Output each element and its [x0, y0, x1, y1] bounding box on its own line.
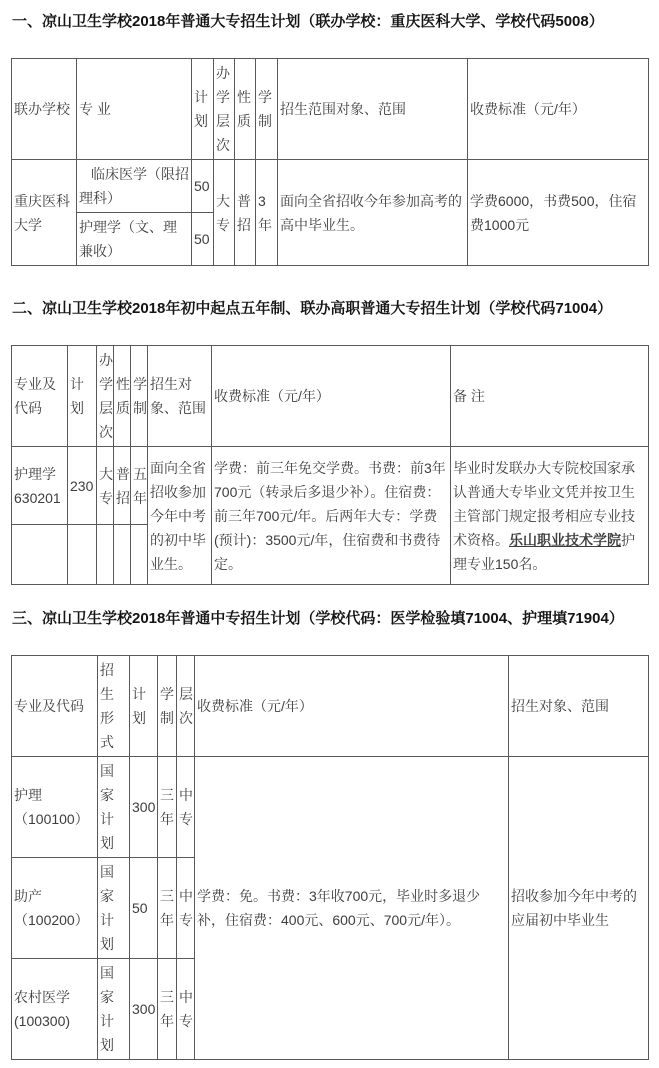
- wunianzhi-plan-table: [11, 345, 649, 585]
- cell-plan: 300: [130, 959, 158, 1060]
- cell-plan: 50: [192, 213, 214, 266]
- cell-major-code: 护理学630201: [12, 447, 68, 525]
- cell-major-code: 助产（100200）: [12, 858, 98, 959]
- empty-cell: [131, 525, 148, 585]
- cell-years: 3年: [256, 160, 278, 266]
- section3-title: 三、凉山卫生学校2018年普通中专招生计划（学校代码：医学检验填71004、护理填71904）: [12, 610, 624, 627]
- cell-scope: 面向全省招收参加今年中考的初中毕业生。: [148, 447, 212, 585]
- cell-plan: 50: [130, 858, 158, 959]
- section2-title: 二、凉山卫生学校2018年初中起点五年制、联办高职普通大专招生计划（学校代码71004）: [12, 300, 613, 317]
- cell-level: 大专: [97, 447, 114, 525]
- header-years: 学制: [131, 346, 148, 447]
- header-level: 层次: [177, 656, 195, 757]
- cell-nature: 普招: [114, 447, 131, 525]
- cell-remark: [451, 447, 649, 585]
- remark-text: 护理专业150名。: [453, 531, 635, 572]
- cell-years: 三年: [158, 858, 177, 959]
- header-years: 学制: [158, 656, 177, 757]
- zhongzhuan-plan-table: [11, 655, 649, 1060]
- remark-text: 毕业时发联办大专院校国家承认普通大专毕业文凭并按卫生主管部门规定报考相应专业技术资格。: [453, 459, 635, 548]
- header-major-code: 专业及代码: [12, 656, 98, 757]
- header-plan: 计划: [68, 346, 97, 447]
- empty-cell: [114, 525, 131, 585]
- cell-fees: 学费：前三年免交学费。书费：前3年700元（转录后多退少补）。住宿费：前三年700元/年。后两年大专：学费(预计)：3500元/年，住宿费和书费待定。: [212, 447, 451, 585]
- table2-header-row: [12, 346, 649, 447]
- cell-school: 重庆医科大学: [12, 160, 77, 266]
- header-scope: 招生对象、范围: [148, 346, 212, 447]
- cell-level: 大专: [214, 160, 235, 266]
- cell-scope: 面向全省招收今年参加高考的高中毕业生。: [278, 160, 468, 266]
- cell-plan: 300: [130, 757, 158, 858]
- header-scope: 招生对象、范围: [509, 656, 649, 757]
- cell-level: 中专: [177, 757, 195, 858]
- cell-form: 国家计划: [98, 959, 130, 1060]
- header-level: 办学层次: [97, 346, 114, 447]
- cell-fees: 学费：免。书费：3年收700元，毕业时多退少补，住宿费：400元、600元、700元/年）。: [195, 757, 509, 1060]
- header-level: 办学层次: [214, 59, 235, 160]
- header-years: 学制: [256, 59, 278, 160]
- header-nature: 性质: [235, 59, 256, 160]
- header-fees: 收费标准（元/年）: [468, 59, 649, 160]
- header-nature: 性质: [114, 346, 131, 447]
- cell-years: 五年: [131, 447, 148, 525]
- cell-scope: 招收参加今年中考的应届初中毕业生: [509, 757, 649, 1060]
- header-plan: 计划: [130, 656, 158, 757]
- cell-plan: 230: [68, 447, 97, 525]
- section1-title: 一、凉山卫生学校2018年普通大专招生计划（联办学校：重庆医科大学、学校代码5008）: [12, 13, 604, 30]
- table3-header-row: [12, 656, 649, 757]
- cell-years: 三年: [158, 757, 177, 858]
- cell-form: 国家计划: [98, 858, 130, 959]
- cell-major: 临床医学（限招理科）: [77, 160, 192, 213]
- header-lianban-school: 联办学校: [12, 59, 77, 160]
- empty-cell: [68, 525, 97, 585]
- header-remark: 备 注: [451, 346, 649, 447]
- cell-years: 三年: [158, 959, 177, 1060]
- cell-level: 中专: [177, 959, 195, 1060]
- header-form: 招生形式: [98, 656, 130, 757]
- enrollment-plan-document: [11, 12, 648, 1060]
- cell-fees: 学费6000，书费500，住宿费1000元: [468, 160, 649, 266]
- header-fees: 收费标准（元/年）: [212, 346, 451, 447]
- table3-row-nursing: [12, 757, 649, 858]
- header-plan: 计划: [192, 59, 214, 160]
- cell-level: 中专: [177, 858, 195, 959]
- empty-cell: [12, 525, 68, 585]
- header-scope: 招生范围对象、范围: [278, 59, 468, 160]
- header-major-code: 专业及代码: [12, 346, 68, 447]
- cell-major: 护理学（文、理兼收）: [77, 213, 192, 266]
- cell-major-code: 农村医学(100300): [12, 959, 98, 1060]
- table2-row-nursing: [12, 447, 649, 525]
- cell-major-code: 护理（100100）: [12, 757, 98, 858]
- table1-row-clinical: [12, 160, 649, 213]
- remark-college-name: 乐山职业技术学院: [509, 531, 621, 548]
- header-fees: 收费标准（元/年）: [195, 656, 509, 757]
- header-major: 专 业: [77, 59, 192, 160]
- table1-header-row: [12, 59, 649, 160]
- dazhuan-plan-table: [11, 58, 649, 266]
- empty-cell: [97, 525, 114, 585]
- cell-form: 国家计划: [98, 757, 130, 858]
- cell-nature: 普招: [235, 160, 256, 266]
- cell-plan: 50: [192, 160, 214, 213]
